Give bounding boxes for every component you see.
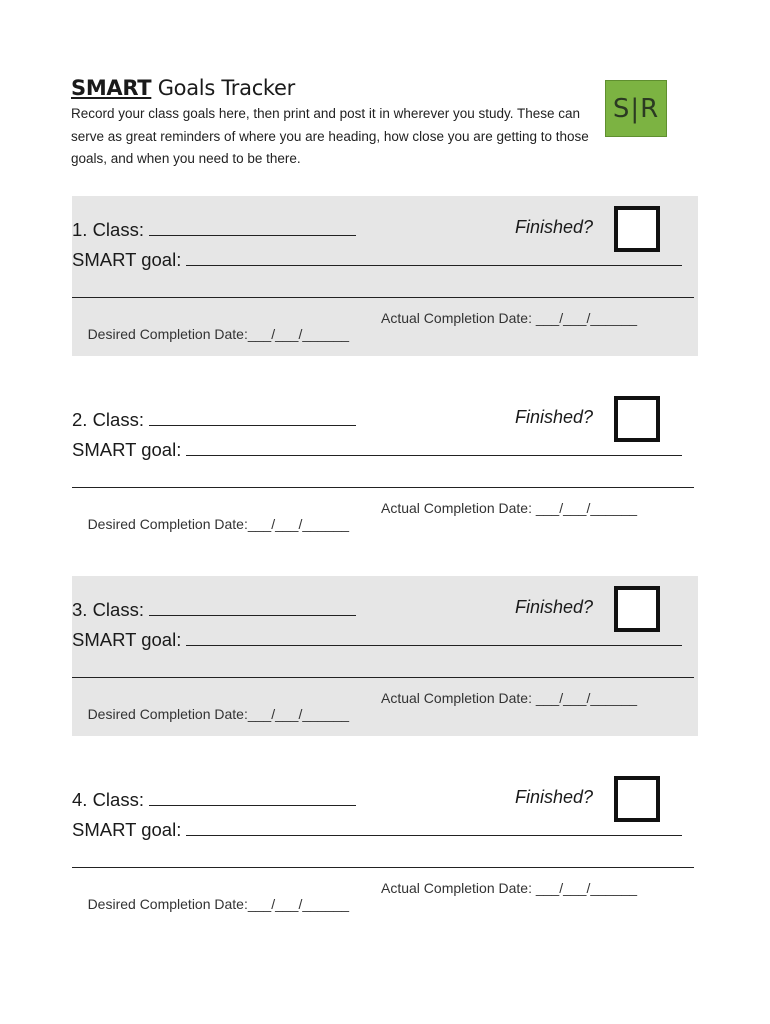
class-row — [72, 787, 356, 811]
actual-completion-date[interactable]: Actual Completion Date: ___/___/______ — [381, 500, 638, 516]
desired-completion-date[interactable]: Desired Completion Date:___/___/______ — [87, 516, 350, 532]
smart-goal-continuation-line[interactable] — [72, 677, 694, 678]
dates-row — [72, 500, 638, 564]
smart-goal-label: SMART goal: — [72, 249, 182, 270]
class-input-line[interactable] — [149, 217, 356, 236]
smart-goal-continuation-line[interactable] — [72, 297, 694, 298]
class-label: 3. Class: — [72, 599, 144, 620]
class-row — [72, 217, 356, 241]
smart-goal-continuation-line[interactable] — [72, 487, 694, 488]
title-smart: SMART — [71, 76, 152, 100]
dates-row — [72, 690, 638, 754]
smart-goal-input-line[interactable] — [186, 247, 682, 266]
class-label: 2. Class: — [72, 409, 144, 430]
smart-goal-label: SMART goal: — [72, 819, 182, 840]
finished-checkbox[interactable] — [614, 206, 660, 252]
class-row — [72, 407, 356, 431]
class-input-line[interactable] — [149, 597, 356, 616]
goal-row — [72, 437, 682, 461]
finished-checkbox[interactable] — [614, 586, 660, 632]
dates-row — [72, 880, 638, 944]
smart-goal-input-line[interactable] — [186, 817, 682, 836]
finished-label: Finished? — [515, 407, 594, 427]
finished-checkbox[interactable] — [614, 776, 660, 822]
class-label: 1. Class: — [72, 219, 144, 240]
goal-entry-2 — [72, 386, 698, 546]
sr-logo — [605, 80, 667, 137]
finished-label: Finished? — [515, 597, 594, 617]
desired-completion-date[interactable]: Desired Completion Date:___/___/______ — [87, 706, 350, 722]
goal-row — [72, 627, 682, 651]
intro-text: Record your class goals here, then print and post it in wherever you study. These can serve as great reminders of where you are heading, how close you are getting to those goals, and when you need to be there. — [71, 106, 589, 166]
finished-checkbox[interactable] — [614, 396, 660, 442]
class-row — [72, 597, 356, 621]
class-input-line[interactable] — [149, 787, 356, 806]
actual-completion-date[interactable]: Actual Completion Date: ___/___/______ — [381, 880, 638, 896]
goal-row — [72, 817, 682, 841]
finished-label: Finished? — [515, 217, 594, 237]
title-rest: Goals Tracker — [151, 76, 295, 100]
logo-text: S|R — [612, 93, 660, 124]
page-title — [71, 76, 295, 100]
goal-entry-3 — [72, 576, 698, 736]
actual-completion-date[interactable]: Actual Completion Date: ___/___/______ — [381, 690, 638, 706]
finished-label: Finished? — [515, 787, 594, 807]
dates-row — [72, 310, 638, 374]
goal-entry-4 — [72, 766, 698, 926]
class-label: 4. Class: — [72, 789, 144, 810]
class-input-line[interactable] — [149, 407, 356, 426]
smart-goal-label: SMART goal: — [72, 439, 182, 460]
smart-goal-label: SMART goal: — [72, 629, 182, 650]
desired-completion-date[interactable]: Desired Completion Date:___/___/______ — [87, 896, 350, 912]
smart-goal-continuation-line[interactable] — [72, 867, 694, 868]
desired-completion-date[interactable]: Desired Completion Date:___/___/______ — [87, 326, 350, 342]
smart-goal-input-line[interactable] — [186, 437, 682, 456]
actual-completion-date[interactable]: Actual Completion Date: ___/___/______ — [381, 310, 638, 326]
goal-entry-1 — [72, 196, 698, 356]
smart-goal-input-line[interactable] — [186, 627, 682, 646]
goal-row — [72, 247, 682, 271]
